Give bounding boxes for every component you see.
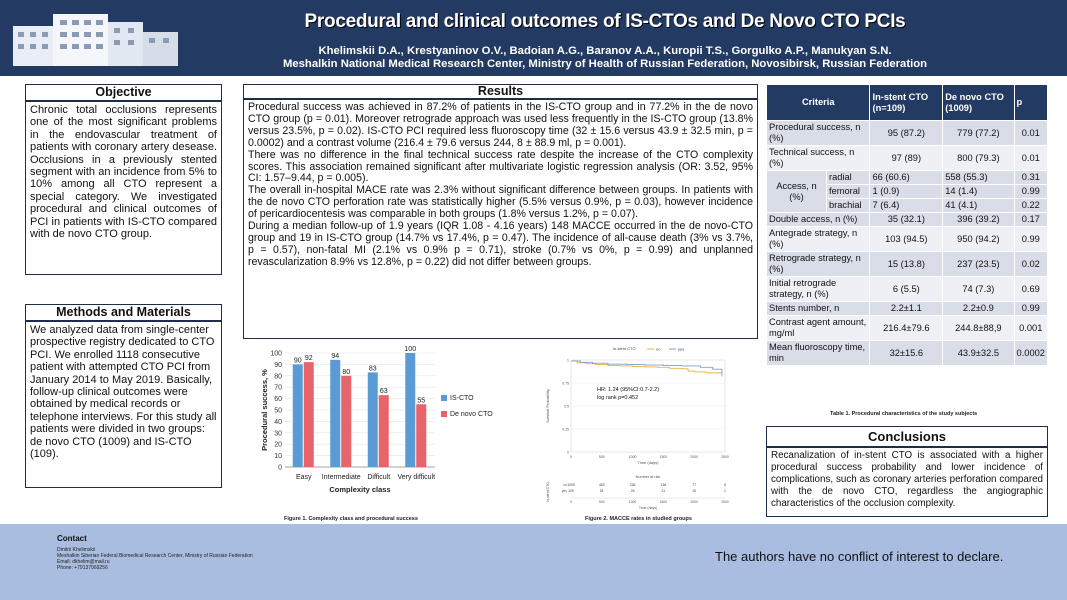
risk-value: 109 — [568, 489, 574, 493]
x-tick-label: Easy — [295, 474, 312, 481]
data-label: 80 — [342, 368, 351, 376]
risk-x-tick-label: 2000 — [690, 500, 698, 504]
hazard-ratio-annotation: log rank p=0.452 — [597, 395, 639, 401]
de-novo-value: 800 (79.3) — [943, 146, 1014, 171]
p-value: 0.0002 — [1014, 341, 1047, 366]
p-value: 0.99 — [1014, 227, 1047, 252]
hazard-ratio-annotation: HR: 1.24 (95%CI:0.7-2.2) — [597, 387, 660, 393]
risk-value: 1 — [724, 489, 726, 493]
y-tick-label: 60 — [274, 396, 282, 404]
y-axis-label: Procedural success, % — [260, 369, 269, 451]
x-axis-label: Complexity class — [329, 485, 391, 494]
conclusions-heading: Conclusions — [766, 426, 1048, 447]
row-label: Double access, n (%) — [767, 213, 870, 227]
risk-value: 15 — [692, 489, 697, 493]
p-value: 0.02 — [1014, 252, 1047, 277]
risk-value: 463 — [598, 483, 605, 487]
y-tick-label: 20 — [274, 441, 282, 449]
hospital-building-icon — [8, 4, 183, 68]
y-tick-label: 0.5 — [564, 404, 569, 409]
bar-de-novo-cto — [304, 362, 314, 467]
risk-table-title: Number at risk — [635, 475, 661, 479]
data-label: 83 — [368, 365, 377, 373]
de-novo-value: 237 (23.5) — [943, 252, 1014, 277]
objective-heading: Objective — [25, 84, 222, 101]
in-stent-value: 2.2±1.1 — [870, 302, 943, 316]
de-novo-value: 396 (39.2) — [943, 213, 1014, 227]
contact-organisation: Meshalkin Siberian Federal Biomedical Research Center, Ministry of Russian Federation — [57, 553, 253, 559]
data-label: 63 — [379, 388, 388, 396]
de-novo-value: 2.2±0.9 — [943, 302, 1014, 316]
access-subtype: femoral — [827, 185, 870, 199]
conflict-of-interest-statement: The authors have no conflict of interest to declare. — [715, 549, 1004, 564]
row-label: Mean fluoroscopy time, min — [767, 341, 870, 366]
data-label: 94 — [331, 352, 340, 360]
de-novo-value: 43.9±32.5 — [943, 341, 1014, 366]
methods-text: We analyzed data from single-center prospective registry dedicated to CTO PCI. We enrolled 1118 consecutive patient with attempted CTO PCI from January 2014 to May 2019. Basically, follow-up clinical outcomes were obtained by medical records or telephone interviews. For this study all patients were divided in two groups: de novo CTO (1009) and IS-CTO (109). — [25, 321, 222, 488]
figure-1-caption: Figure 1. Complexity class and procedural success — [284, 516, 418, 522]
risk-value: 1009 — [567, 483, 575, 487]
data-label: 90 — [293, 357, 302, 365]
p-value: 0.01 — [1014, 121, 1047, 146]
bar-de-novo-cto — [341, 376, 351, 467]
y-tick-label: 90 — [274, 361, 282, 369]
legend-title: in-stent CTO — [613, 346, 636, 351]
bar-de-novo-cto — [416, 404, 426, 467]
in-stent-value: 66 (60.6) — [870, 171, 943, 185]
p-value: 0.99 — [1014, 185, 1047, 199]
header-de-novo-cto: De novo CTO (1009) — [943, 85, 1014, 121]
legend-label: yes — [678, 346, 685, 352]
table-row — [767, 252, 1048, 277]
risk-value: 77 — [692, 483, 697, 487]
x-tick-label: 1500 — [659, 455, 668, 459]
poster-header — [0, 0, 1067, 76]
y-tick-label: 0 — [278, 464, 282, 472]
table-row — [767, 227, 1048, 252]
de-novo-value: 779 (77.2) — [943, 121, 1014, 146]
legend-label: no — [656, 346, 661, 352]
risk-x-tick-label: 0 — [570, 500, 572, 504]
bar-is-cto — [293, 364, 303, 467]
de-novo-value: 558 (55.3) — [943, 171, 1014, 185]
risk-x-tick-label: 1500 — [659, 500, 668, 504]
risk-x-tick-label: 500 — [599, 500, 605, 504]
risk-table-ylabel: In-stent CTO — [546, 482, 550, 502]
table-caption: Table 1. Procedural characteristics of the study subjects — [830, 411, 978, 417]
risk-row-label: yes — [561, 489, 567, 493]
data-label: 92 — [304, 355, 313, 363]
p-value: 0.22 — [1014, 199, 1047, 213]
x-tick-label: 500 — [598, 455, 605, 459]
in-stent-value: 97 (89) — [870, 146, 943, 171]
table-row — [767, 316, 1048, 341]
table-row — [767, 121, 1048, 146]
access-subtype: radial — [827, 171, 870, 185]
data-label: 100 — [404, 346, 417, 353]
affiliation: Meshalkin National Medical Research Center, Ministry of Health of Russian Federation, Novosibirsk, Russian Federation — [282, 58, 928, 70]
in-stent-value: 216.4±79.6 — [870, 316, 943, 341]
p-value: 0.99 — [1014, 302, 1047, 316]
in-stent-value: 32±15.6 — [870, 341, 943, 366]
bar-is-cto — [368, 372, 378, 467]
data-label: 55 — [417, 397, 426, 405]
row-label: Retrograde strategy, n (%) — [767, 252, 870, 277]
y-axis-label: Survival Probability — [545, 388, 550, 424]
risk-x-tick-label: 2500 — [721, 500, 729, 504]
poster-title: Procedural and clinical outcomes of IS-CTOs and De Novo CTO PCIs — [304, 11, 906, 32]
legend-label: De novo CTO — [450, 411, 493, 418]
table-row — [767, 302, 1048, 316]
bar-is-cto — [405, 353, 415, 467]
legend-swatch — [441, 411, 447, 417]
y-tick-label: 1 — [567, 358, 569, 363]
risk-value: 8 — [724, 483, 726, 487]
y-tick-label: 70 — [274, 384, 282, 392]
de-novo-value: 41 (4.1) — [943, 199, 1014, 213]
y-tick-label: 30 — [274, 430, 282, 438]
y-tick-label: 0.25 — [562, 427, 569, 432]
x-tick-label: 2000 — [690, 455, 699, 459]
de-novo-value: 950 (94.2) — [943, 227, 1014, 252]
row-label: Antegrade strategy, n (%) — [767, 227, 870, 252]
y-tick-label: 100 — [270, 350, 282, 358]
methods-heading: Methods and Materials — [25, 304, 222, 321]
row-label: Procedural success, n (%) — [767, 121, 870, 146]
x-tick-label: 2500 — [721, 455, 729, 459]
x-axis-label: Time (days) — [637, 460, 659, 465]
table-header-row — [767, 85, 1048, 121]
table-row — [767, 146, 1048, 171]
legend-label: IS-CTO — [450, 395, 474, 402]
results-paragraph-4: During a median follow-up of 1.9 years (IQR 1.08 - 4.16 years) 148 MACCE occurred in the de novo-CTO group and 19 in IS-CTO group (14.7% vs 17.4%, p = 0.47). The incidence of all-cause death (3% vs 3.7%, p = 0.57), non-fatal MI (2.1% vs 0.9% p = 0.71), stroke (0.7% vs 0%, p = 0.99) and unplanned revascularization 8.9% vs 12.8%, p = 0.22) did not differ between groups. — [248, 220, 753, 268]
results-text — [243, 99, 758, 339]
objective-text: Chronic total occlusions represents one of the most significant problems in the endovascular treatment of patients with coronary artery desease. Occlusions in a previously stented segment with an incidence from 5% to 10% among all CTO represent a special category. We investigated procedural and clinical outcomes of PCI in patients with IS-CTO compared with de novo CTO group. — [25, 101, 222, 275]
bar-de-novo-cto — [379, 395, 389, 467]
in-stent-value: 6 (5.5) — [870, 277, 943, 302]
p-value: 0.69 — [1014, 277, 1047, 302]
x-tick-label: Difficult — [367, 474, 391, 481]
results-paragraph-2: There was no difference in the final technical success rate despite the increase of the CTO complexity scores. This association remained significant after multivariate logistic regression analysis (OR: 3.52, 95% CI: 1.57–9.44, p = 0.005). — [248, 148, 753, 185]
contact-phone: Phone: +79137069256 — [57, 565, 108, 571]
conclusions-text: Recanalization of in-stent CTO is associated with a higher procedural success probability and lower incidence of complications, such as coronary arteries perforation compared with the de novo CTO, regardless the angiographic characteristics of the occlusion complexity. — [766, 447, 1048, 517]
risk-row-label: no — [563, 483, 567, 487]
y-tick-label: 0.75 — [562, 381, 569, 386]
bar-chart-complexity — [255, 335, 510, 515]
authors: Khelimskii D.A., Krestyaninov O.V., Badoian A.G., Baranov A.A., Kuropii T.S., Gorgulko A.P., Manukyan S.N. — [318, 45, 892, 57]
risk-value: 136 — [660, 483, 667, 487]
row-label: Technical success, n (%) — [767, 146, 870, 171]
risk-value: 236 — [629, 483, 636, 487]
row-label: Contrast agent amount, mg/ml — [767, 316, 870, 341]
risk-value: 51 — [599, 489, 604, 493]
results-heading: Results — [243, 84, 758, 99]
in-stent-value: 7 (6.4) — [870, 199, 943, 213]
x-tick-label: Very difficult — [397, 474, 436, 481]
table-row — [767, 213, 1048, 227]
y-tick-label: 40 — [274, 418, 282, 426]
authors-block — [170, 45, 1040, 71]
procedural-characteristics-table — [766, 84, 1048, 366]
contact-heading: Contact — [57, 534, 87, 543]
in-stent-value: 95 (87.2) — [870, 121, 943, 146]
in-stent-value: 1 (0.9) — [870, 185, 943, 199]
table-row-access — [767, 171, 1048, 185]
de-novo-value: 244.8±88,9 — [943, 316, 1014, 341]
contact-email[interactable]: Email: dkhelim@mail.ru — [57, 559, 110, 565]
in-stent-value: 103 (94.5) — [870, 227, 943, 252]
y-tick-label: 50 — [274, 407, 282, 415]
header-in-stent-cto: In-stent CTO (n=109) — [870, 85, 943, 121]
risk-x-tick-label: 1000 — [628, 500, 637, 504]
y-tick-label: 0 — [567, 450, 569, 455]
risk-value: 26 — [630, 489, 635, 493]
y-tick-label: 80 — [274, 373, 282, 381]
p-value: 0.001 — [1014, 316, 1047, 341]
x-tick-label: 1000 — [628, 455, 637, 459]
y-tick-label: 10 — [274, 453, 282, 461]
bar-is-cto — [330, 360, 340, 467]
x-tick-label: 0 — [570, 455, 572, 459]
row-label: Stents number, n — [767, 302, 870, 316]
p-value: 0.01 — [1014, 146, 1047, 171]
de-novo-value: 14 (1.4) — [943, 185, 1014, 199]
row-label: Initial retrograde strategy, n (%) — [767, 277, 870, 302]
header-p: p — [1014, 85, 1047, 121]
legend-swatch — [441, 395, 447, 401]
contact-name: Dmitrii Khelimskii — [57, 547, 96, 553]
results-paragraph-1: Procedural success was achieved in 87.2% of patients in the IS-CTO group and in 77.2% in the de novo CTO group (p = 0.01). Moreover retrograde approach was used less frequently in the IS-CTO group (13.8% versus 23.5%, p = 0.02). IS-CTO PCI required less fluoroscopy time (32 ± 15.6 versus 43.9 ± 32.5 min, p = 0.0002) and a contrast volume (216.4 ± 79.6 versus 244, 8 ± 88.9 ml, p = 0.001). — [248, 101, 753, 149]
in-stent-value: 15 (13.8) — [870, 252, 943, 277]
table-row — [767, 277, 1048, 302]
results-paragraph-3: The overall in-hospital MACE rate was 2.3% without significant difference between groups. In patients with the de novo CTO perforation rate was statistically higher (5.5% versus 0.9%, p = 0.03), however incidence of pericardiocentesis was comparable in both groups (1.8% versus 1.2%, p = 0.07). — [248, 184, 753, 221]
p-value: 0.17 — [1014, 213, 1047, 227]
risk-x-axis-label: Time (days) — [638, 506, 658, 510]
x-tick-label: Intermediate — [321, 474, 361, 481]
figure-2-caption: Figure 2. MACCE rates in studied groups — [585, 516, 692, 522]
access-subtype: brachial — [827, 199, 870, 213]
table-row — [767, 341, 1048, 366]
access-label: Access, n (%) — [767, 171, 827, 213]
de-novo-value: 74 (7.3) — [943, 277, 1014, 302]
survival-curve-chart — [535, 340, 735, 512]
header-criteria: Criteria — [767, 85, 870, 121]
p-value: 0.31 — [1014, 171, 1047, 185]
risk-value: 21 — [661, 489, 666, 493]
in-stent-value: 35 (32.1) — [870, 213, 943, 227]
